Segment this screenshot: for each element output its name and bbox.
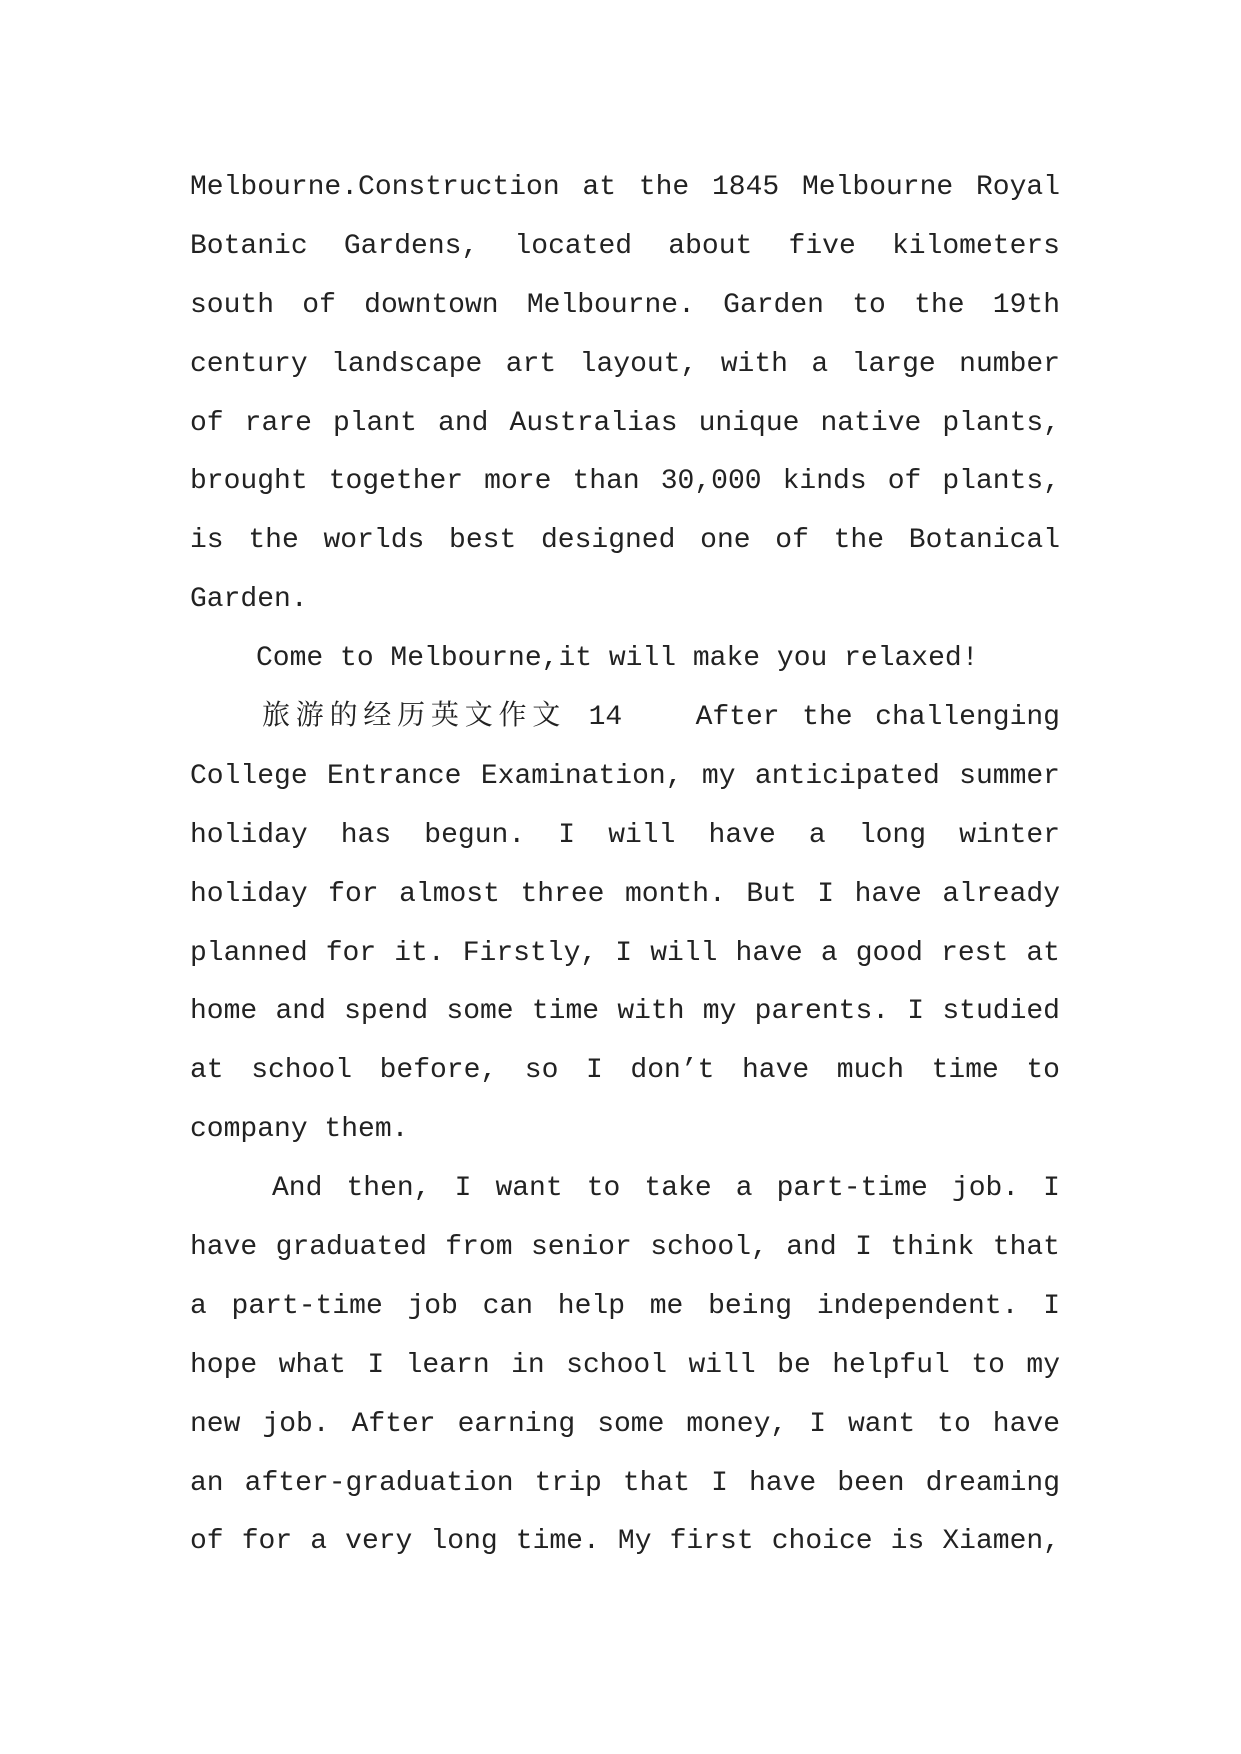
text-line: College Entrance Examination, my anticipated summer — [190, 760, 1060, 792]
text-line: new job. After earning some money, I want to have — [190, 1408, 1060, 1440]
text-line: south of downtown Melbourne. Garden to the 19th — [190, 289, 1060, 321]
text-line: holiday has begun. I will have a long winter — [190, 819, 1060, 851]
text-line: Melbourne.Construction at the 1845 Melbourne Royal — [190, 172, 1060, 203]
text-line: a part-time job can help me being independent. I — [190, 1290, 1060, 1322]
text-line: Botanic Gardens, located about five kilometers — [190, 230, 1060, 262]
text-line: is the worlds best designed one of the Botanical — [190, 525, 1060, 557]
text-line: century landscape art layout, with a large number — [190, 348, 1060, 380]
text-line: of for a very long time. My first choice is Xiamen, — [190, 1526, 1060, 1558]
text-line: planned for it. Firstly, I will have a good rest at — [190, 937, 1060, 969]
text-line: at school before, so I don’t have much time to — [190, 1055, 1060, 1087]
text-line: of rare plant and Australias unique native plants, — [190, 407, 1060, 439]
text-line: holiday for almost three month. But I have already — [190, 878, 1060, 910]
text-line: hope what I learn in school will be helpful to my — [190, 1349, 1060, 1381]
text-line: have graduated from senior school, and I think that — [190, 1232, 1060, 1264]
text-line: home and spend some time with my parents. I studied — [190, 996, 1060, 1028]
text-line: company them. — [190, 1114, 409, 1146]
text-line: an after-graduation trip that I have been dreaming — [190, 1467, 1060, 1499]
text-line: Garden. — [190, 584, 308, 616]
text-line: Come to Melbourne,it will make you relaxed! — [256, 643, 979, 675]
text-line: And then, I want to take a part-time job. I — [272, 1173, 1060, 1205]
text-line: brought together more than 30,000 kinds of plants, — [190, 466, 1060, 498]
document-page — [190, 159, 1060, 1572]
text-line: 旅游的经历英文作文 14 After the challenging — [262, 702, 1060, 734]
